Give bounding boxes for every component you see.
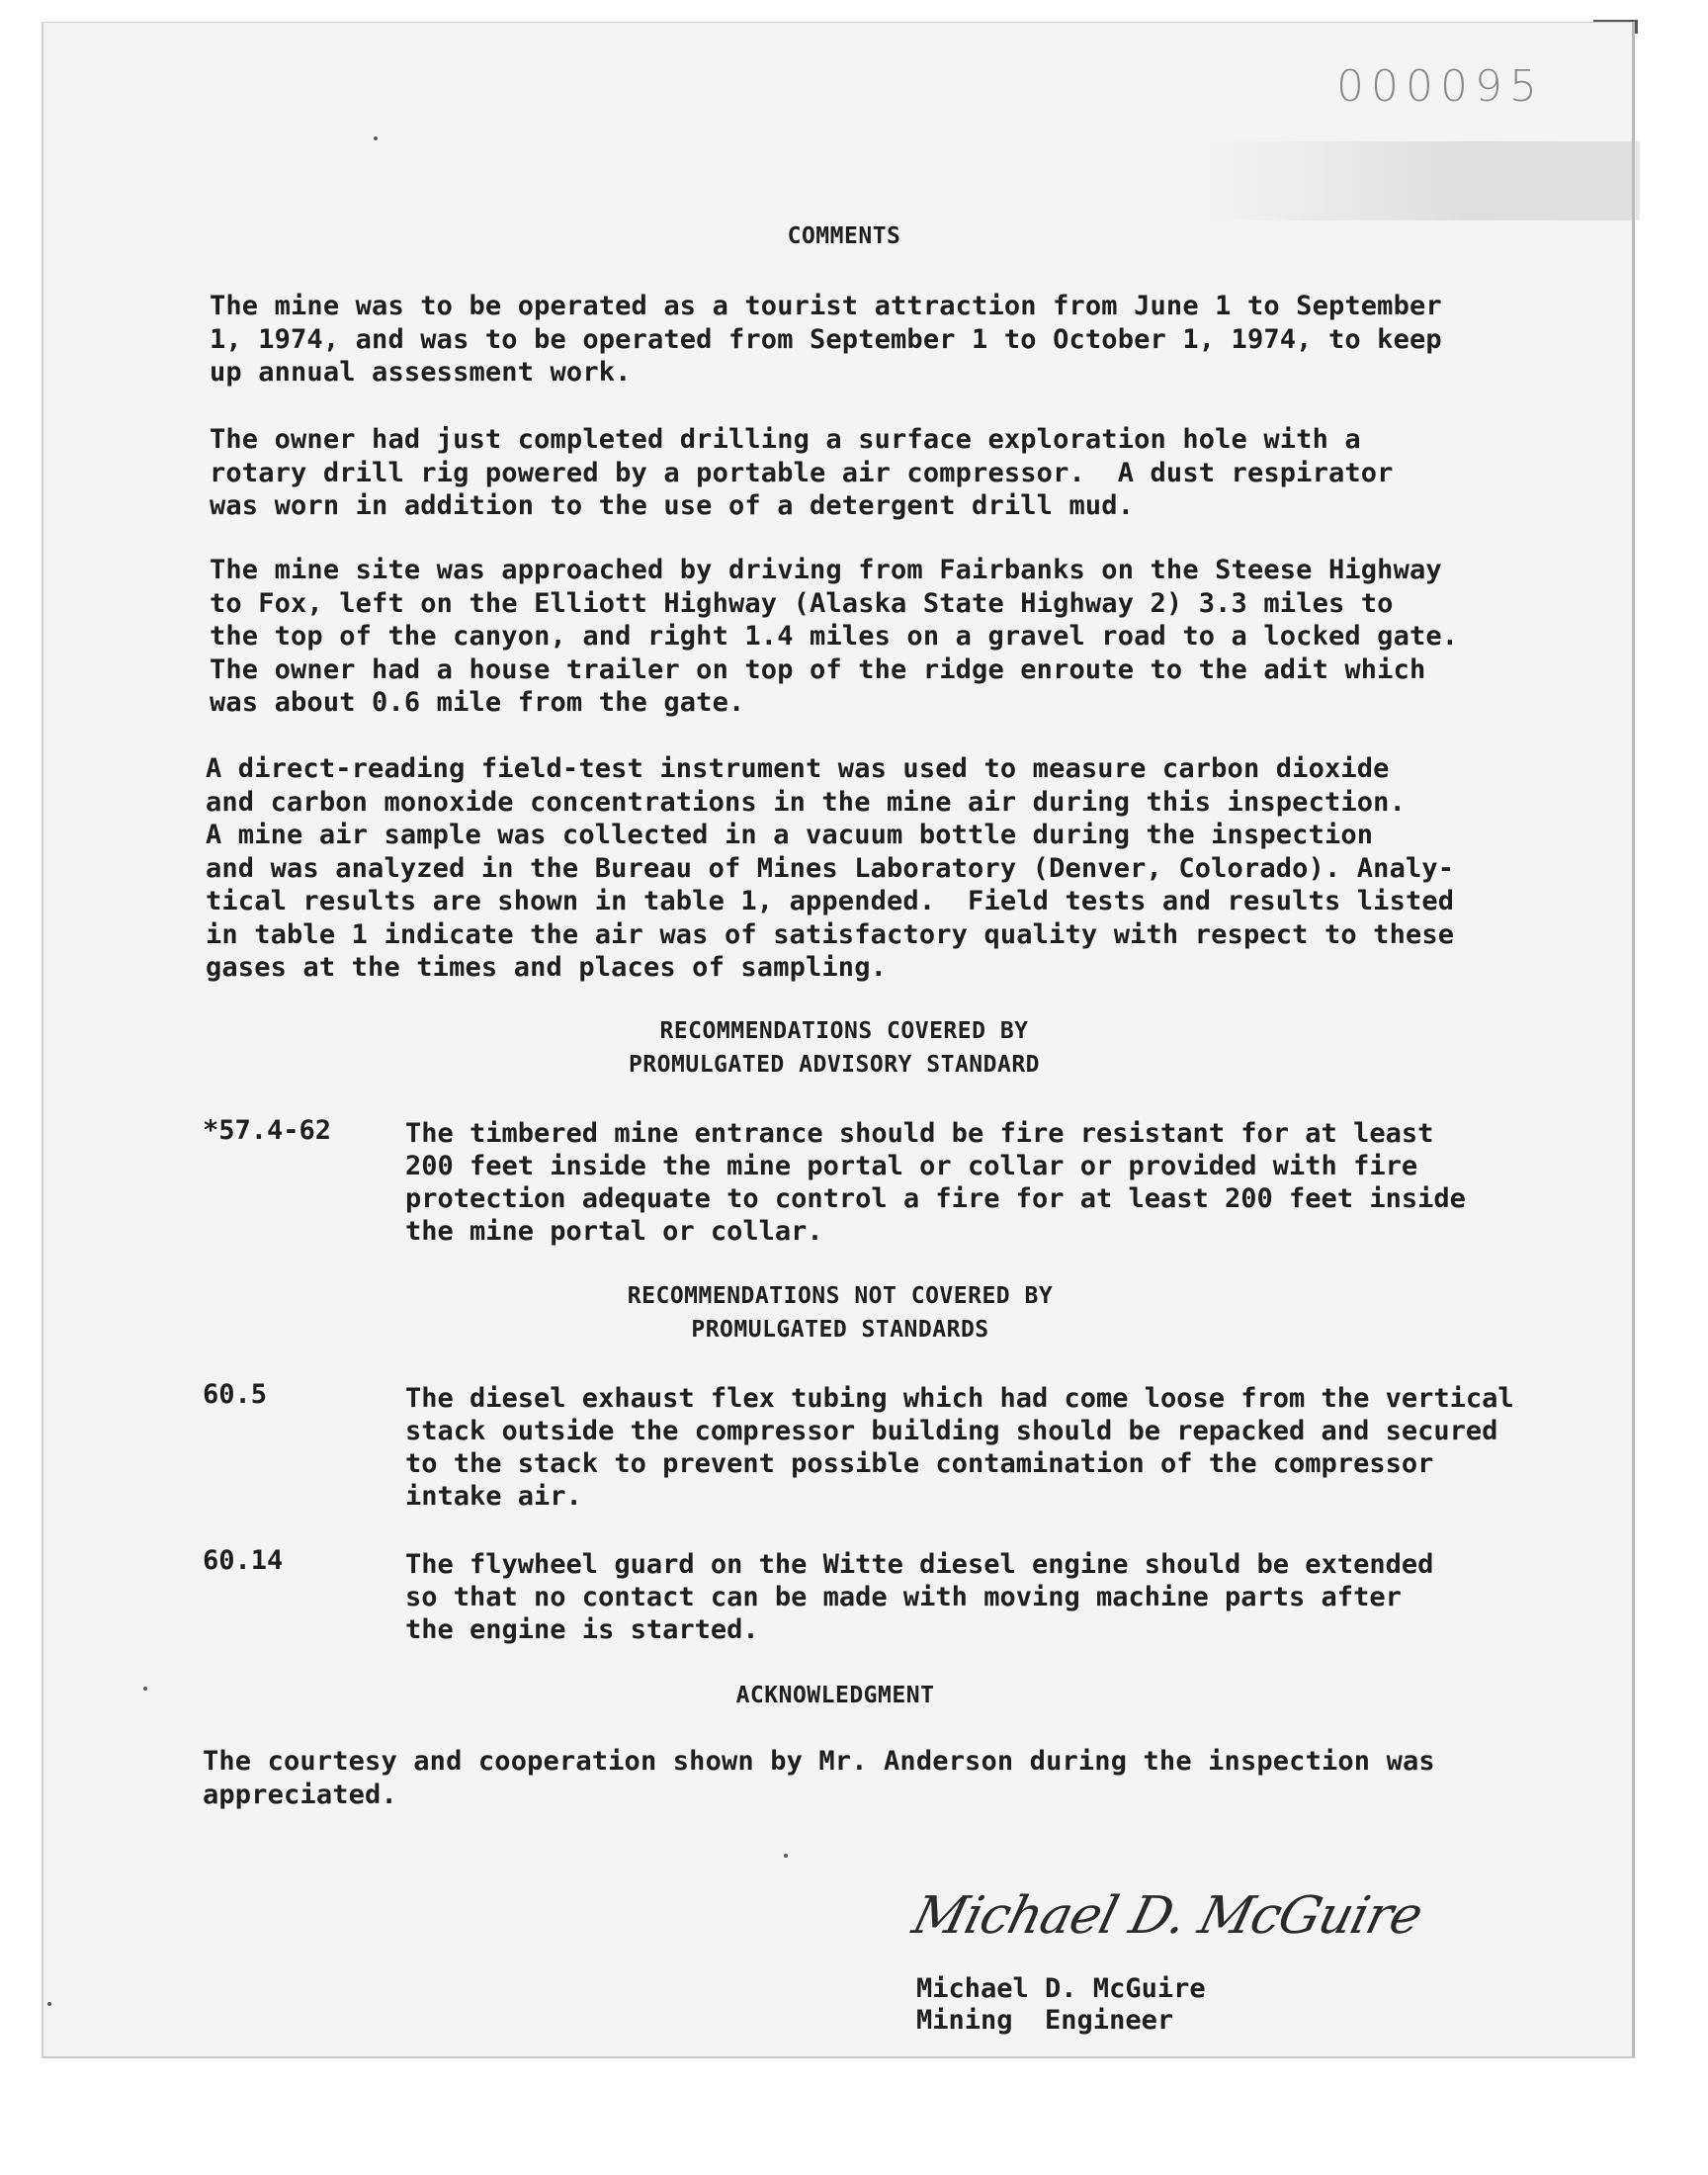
document-number: 000095 bbox=[1336, 61, 1544, 112]
recommendation-code: 60.14 bbox=[203, 1545, 284, 1576]
comments-paragraph-2: The owner had just completed drilling a surface exploration hole with a rotary drill rig powered by a portable air compressor. A dust respirator was worn in addition to the use of a detergent drill mud. bbox=[210, 424, 1394, 521]
comments-paragraph-1: The mine was to be operated as a tourist attraction from June 1 to September 1, 1974, and was to be operated from September 1 to October 1, 1974, to keep up annual assessment work. bbox=[210, 291, 1442, 388]
recommendation-text: The flywheel guard on the Witte diesel engine should be extended so that no contact can be made with moving machine parts after the engine is started. bbox=[405, 1549, 1434, 1645]
scan-speck bbox=[47, 2002, 51, 2006]
scan-speck bbox=[143, 1687, 147, 1691]
advisory-heading-line-2: PROMULGATED ADVISORY STANDARD bbox=[628, 1052, 1041, 1078]
recommendation-text: The diesel exhaust flex tubing which had come loose from the vertical stack outside the compressor building should be repacked and secured to the stack to prevent possible contamination of the compressor intake air. bbox=[405, 1383, 1514, 1512]
acknowledgment-text: The courtesy and cooperation shown by Mr. Anderson during the inspection was appreciated. bbox=[203, 1746, 1435, 1810]
handwritten-signature: Michael D. McGuire bbox=[906, 1886, 1428, 1946]
scan-speck bbox=[784, 1854, 788, 1858]
acknowledgment-heading: ACKNOWLEDGMENT bbox=[735, 1683, 935, 1708]
not-covered-heading-line-2: PROMULGATED STANDARDS bbox=[691, 1317, 989, 1343]
signer-name: Michael D. McGuire bbox=[916, 1973, 1206, 2004]
recommendation-text: The timbered mine entrance should be fire resistant for at least 200 feet inside the mine portal or collar or provided with fire protection adequate to control a fire for at least 200 feet inside the mine portal or collar. bbox=[405, 1118, 1466, 1247]
signer-title: Mining Engineer bbox=[916, 2005, 1174, 2036]
scan-shading bbox=[1205, 141, 1640, 220]
scan-speck bbox=[374, 136, 378, 140]
not-covered-heading-line-1: RECOMMENDATIONS NOT COVERED BY bbox=[627, 1283, 1054, 1309]
comments-paragraph-3: The mine site was approached by driving from Fairbanks on the Steese Highway to Fox, left on the Elliott Highway (Alaska State Highway 2) 3.3 miles to the top of the canyon, and right 1.4 miles on a gravel road to a locked gate. The owner had a house trailer on top of the ridge enroute to the adit which was about 0.6 mile from the gate. bbox=[210, 555, 1459, 718]
recommendation-code: 60.5 bbox=[203, 1379, 268, 1410]
recommendation-code: *57.4-62 bbox=[203, 1115, 332, 1146]
advisory-heading-line-1: RECOMMENDATIONS COVERED BY bbox=[659, 1018, 1029, 1044]
comments-heading: COMMENTS bbox=[787, 223, 901, 249]
comments-paragraph-4: A direct-reading field-test instrument was used to measure carbon dioxide and carbon monoxide concentrations in the mine air during this inspection. A mine air sample was collected in a vacuum bottle during the inspection and was analyzed in the Bureau of Mines Laboratory (Denver, Colorado). Analy- tical results are shown in table 1, appended. Field tests and results listed in table 1 indicate the air was of satisfactory quality with respect to these gases at the times and places of sampling. bbox=[206, 753, 1455, 983]
